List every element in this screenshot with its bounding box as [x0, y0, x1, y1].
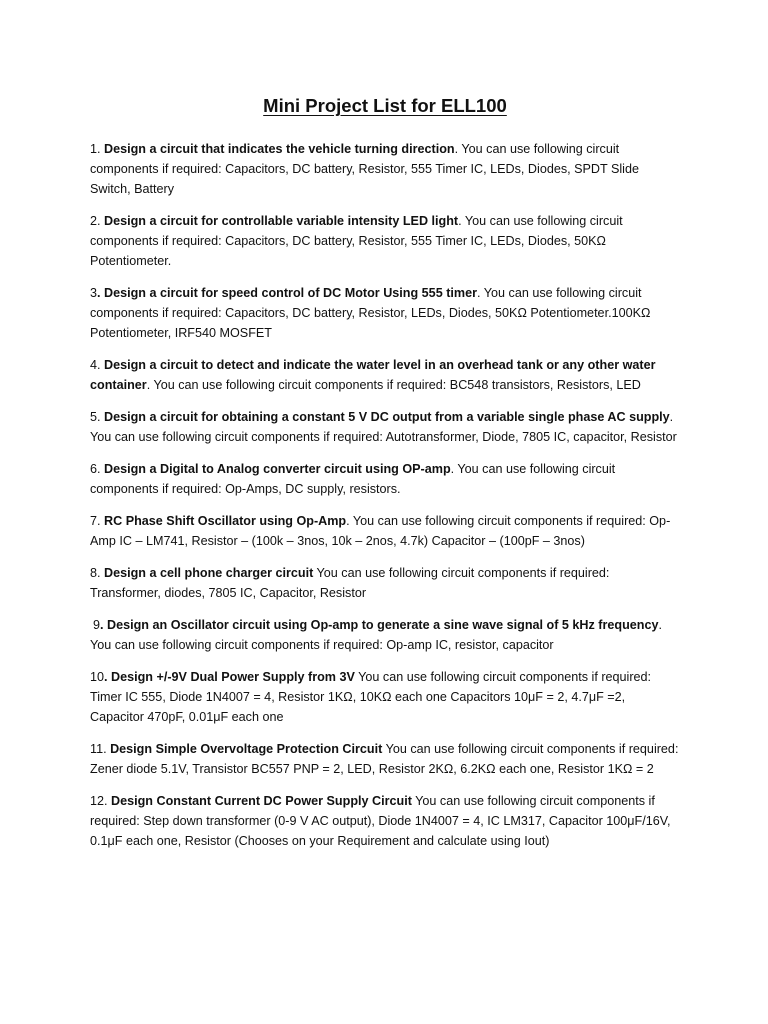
item-number: 9 [93, 618, 101, 632]
item-title: Design a circuit for controllable variable intensity LED light [104, 214, 459, 228]
project-item-8 [90, 563, 680, 603]
project-item-5 [90, 407, 680, 447]
item-number: 5. [90, 410, 105, 424]
item-number: 2. [90, 214, 105, 228]
item-number: 10 [90, 670, 105, 684]
item-description: You can use following circuit components if required: Zener diode 5.1V, Transistor BC557 PNP = 2, LED, Resistor 2KΩ, 6.2KΩ each one, Resistor 1KΩ = 2 [90, 742, 679, 776]
item-title: . Design a circuit for speed control of DC Motor Using 555 timer [97, 286, 477, 300]
project-list [90, 139, 680, 851]
item-number: 6. [90, 462, 105, 476]
page-title: Mini Project List for ELL100 [263, 95, 507, 116]
project-item-10 [90, 667, 680, 727]
item-description: . You can use following circuit components if required: BC548 transistors, Resistors, LED [146, 378, 641, 392]
item-title: Design a cell phone charger circuit [104, 566, 314, 580]
project-item-11 [90, 739, 680, 779]
item-title: Design a circuit that indicates the vehicle turning direction [104, 142, 455, 156]
item-description: . You can use following circuit components if required: Op-Amp IC – LM741, Resistor – (100k – 3nos, 10k – 2nos, 4.7k) Capacitor – (100pF – 3nos) [90, 514, 671, 548]
item-description: . You can use following circuit components if required: Op-Amps, DC supply, resistors. [90, 462, 616, 496]
item-title: RC Phase Shift Oscillator using Op-Amp [104, 514, 347, 528]
item-description: . You can use following circuit components if required: Op-amp IC, resistor, capacitor [90, 618, 662, 652]
item-number: 3 [90, 286, 98, 300]
project-item-9 [90, 615, 680, 655]
item-description: . You can use following circuit components if required: Capacitors, DC battery, Resistor, 555 Timer IC, LEDs, Diodes, 50KΩ Potentiometer. [90, 214, 623, 268]
project-item-12 [90, 791, 680, 851]
item-number: 4. [90, 358, 105, 372]
item-title: Design Constant Current DC Power Supply Circuit [111, 794, 412, 808]
item-description: You can use following circuit components if required: Transformer, diodes, 7805 IC, Capacitor, Resistor [90, 566, 610, 600]
item-number: 11. [90, 742, 111, 756]
project-item-3 [90, 283, 680, 343]
item-title: Design a circuit to detect and indicate the water level in an overhead tank or any other water container [90, 358, 656, 392]
item-number: 8. [90, 566, 105, 580]
item-description: You can use following circuit components if required: Step down transformer (0-9 V AC output), Diode 1N4007 = 4, IC LM317, Capacitor 100μF/16V, 0.1μF each one, Resistor (Chooses on your Requirement and calculate using Iout) [90, 794, 671, 848]
item-title: Design a Digital to Analog converter circuit using OP-amp [104, 462, 451, 476]
item-description: You can use following circuit components if required: Timer IC 555, Diode 1N4007 = 4, Resistor 1KΩ, 10KΩ each one Capacitors 10μF = 2, 4.7μF =2, Capacitor 470pF, 0.01μF each one [90, 670, 652, 724]
item-number: 12. [90, 794, 112, 808]
item-description: . You can use following circuit components if required: Capacitors, DC battery, Resistor, 555 Timer IC, LEDs, Diodes, SPDT Slide Switch, Battery [90, 142, 639, 196]
item-description: . You can use following circuit components if required: Autotransformer, Diode, 7805 IC, capacitor, Resistor [90, 410, 677, 444]
item-description: . You can use following circuit components if required: Capacitors, DC battery, Resistor, LEDs, Diodes, 50KΩ Potentiometer.100KΩ Potentiometer, IRF540 MOSFET [90, 286, 651, 340]
project-item-2 [90, 211, 680, 271]
item-title: Design Simple Overvoltage Protection Circuit [110, 742, 383, 756]
project-item-6 [90, 459, 680, 499]
item-title: . Design +/-9V Dual Power Supply from 3V [104, 670, 355, 684]
item-title: . Design an Oscillator circuit using Op-amp to generate a sine wave signal of 5 kHz frequency [100, 618, 659, 632]
item-number: 7. [90, 514, 105, 528]
item-title: Design a circuit for obtaining a constant 5 V DC output from a variable single phase AC supply [104, 410, 670, 424]
project-item-4 [90, 355, 680, 395]
item-number: 1. [90, 142, 105, 156]
project-item-7 [90, 511, 680, 551]
project-item-1 [90, 139, 680, 199]
